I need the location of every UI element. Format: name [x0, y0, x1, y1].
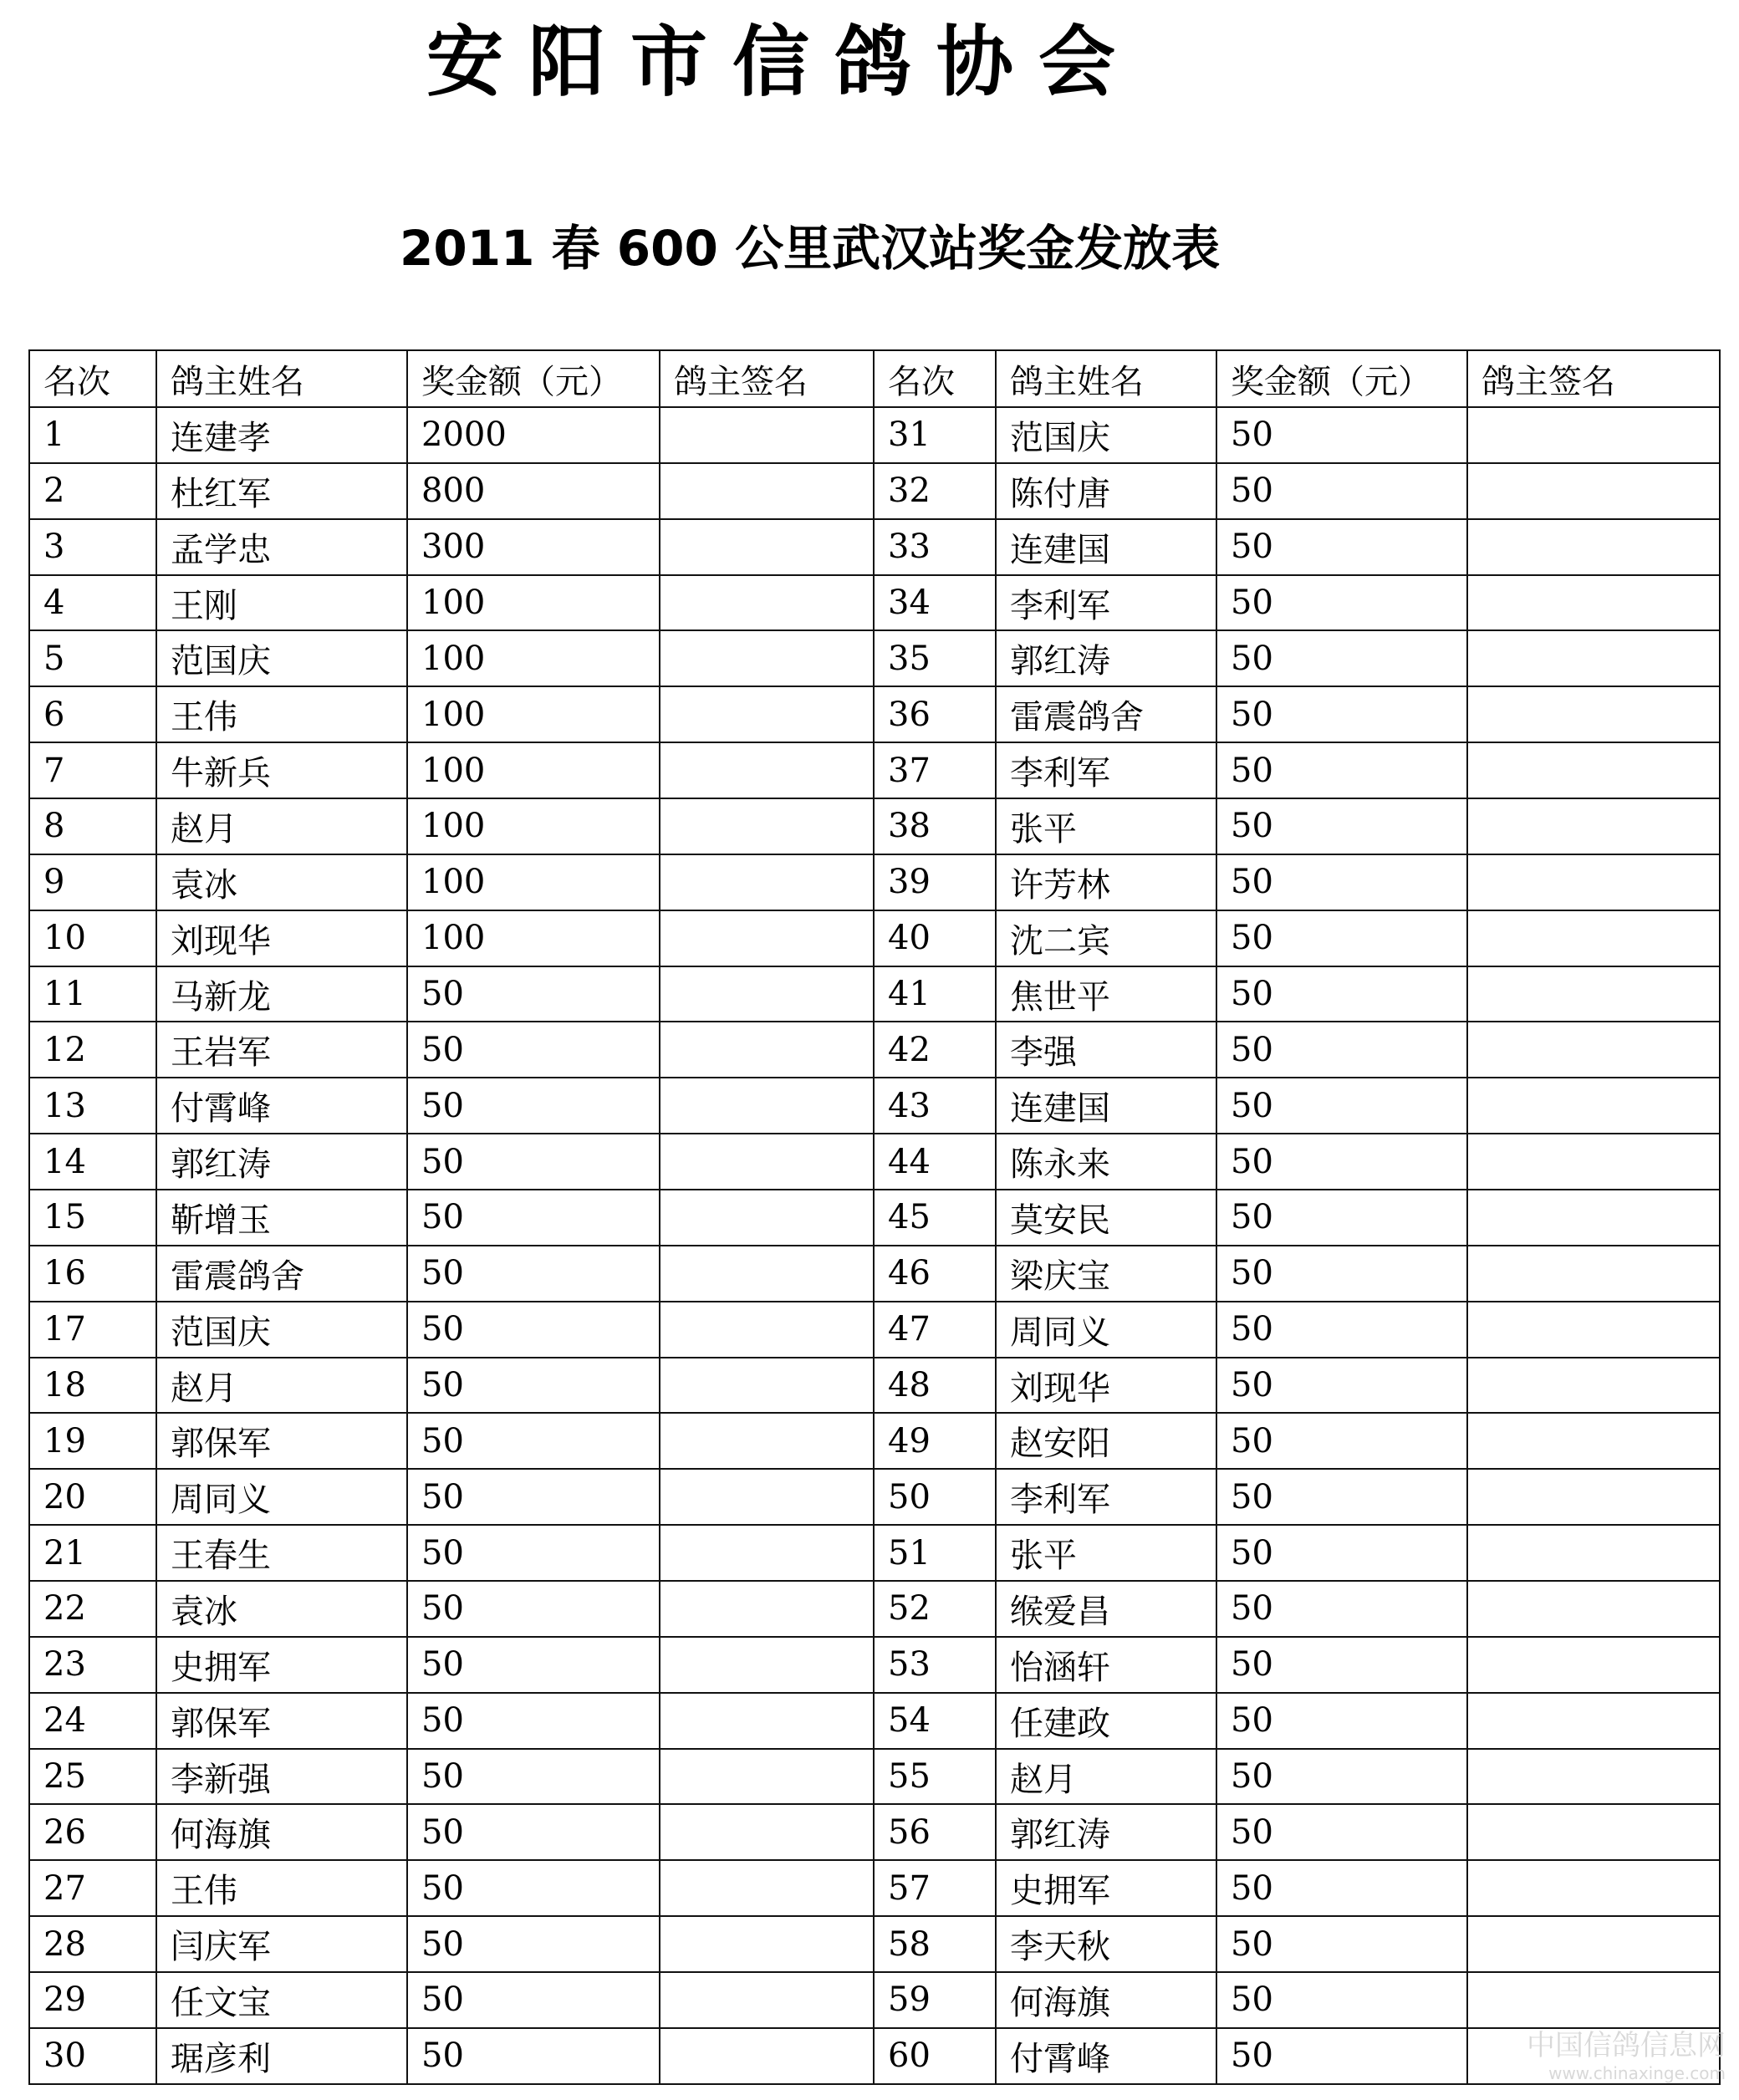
owner-name-cell: 李天秋 — [996, 1916, 1216, 1972]
owner-name-cell: 何海旗 — [996, 1972, 1216, 2028]
rank-cell: 42 — [874, 1022, 996, 1078]
prize-amount-cell: 100 — [407, 686, 660, 742]
owner-name-cell: 陈永来 — [996, 1134, 1216, 1190]
table-row — [29, 1134, 1720, 1190]
prize-amount-cell: 50 — [1216, 1916, 1467, 1972]
owner-name-cell: 范国庆 — [996, 407, 1216, 463]
owner-name-cell: 沈二宾 — [996, 910, 1216, 966]
rank-cell: 44 — [874, 1134, 996, 1190]
prize-amount-cell: 50 — [407, 1078, 660, 1134]
table-row — [29, 1693, 1720, 1749]
table-row — [29, 1078, 1720, 1134]
signature-cell — [1467, 519, 1720, 575]
rank-cell: 5 — [29, 630, 156, 686]
signature-cell — [1467, 1525, 1720, 1581]
owner-name-cell: 袁冰 — [156, 854, 407, 910]
signature-cell — [660, 798, 874, 854]
rank-cell: 37 — [874, 742, 996, 798]
signature-cell — [660, 910, 874, 966]
column-header-prize-amount: 奖金额（元） — [407, 350, 660, 407]
table-row — [29, 1302, 1720, 1358]
owner-name-cell: 焦世平 — [996, 966, 1216, 1022]
rank-cell: 14 — [29, 1134, 156, 1190]
prize-amount-cell: 50 — [407, 1860, 660, 1916]
signature-cell — [1467, 1358, 1720, 1414]
rank-cell: 13 — [29, 1078, 156, 1134]
signature-cell — [660, 1804, 874, 1860]
rank-cell: 35 — [874, 630, 996, 686]
signature-cell — [1467, 1469, 1720, 1525]
owner-name-cell: 赵月 — [156, 798, 407, 854]
prize-amount-cell: 50 — [1216, 630, 1467, 686]
prize-amount-cell: 50 — [407, 1972, 660, 2028]
signature-cell — [660, 1916, 874, 1972]
prize-amount-cell: 50 — [1216, 910, 1467, 966]
prize-amount-cell: 50 — [1216, 1469, 1467, 1525]
signature-cell — [660, 1134, 874, 1190]
owner-name-cell: 许芳林 — [996, 854, 1216, 910]
owner-name-cell: 孟学忠 — [156, 519, 407, 575]
table-row — [29, 1469, 1720, 1525]
rank-cell: 8 — [29, 798, 156, 854]
table-row — [29, 1190, 1720, 1246]
signature-cell — [660, 407, 874, 463]
owner-name-cell: 张平 — [996, 798, 1216, 854]
prize-amount-cell: 50 — [407, 1134, 660, 1190]
prize-amount-cell: 50 — [1216, 1637, 1467, 1693]
rank-cell: 52 — [874, 1581, 996, 1637]
signature-cell — [1467, 1022, 1720, 1078]
prize-amount-cell: 50 — [1216, 1581, 1467, 1637]
signature-cell — [660, 1358, 874, 1414]
rank-cell: 53 — [874, 1637, 996, 1693]
signature-cell — [1467, 1972, 1720, 2028]
signature-cell — [1467, 1916, 1720, 1972]
owner-name-cell: 连建孝 — [156, 407, 407, 463]
table-row — [29, 1749, 1720, 1805]
owner-name-cell: 付霄峰 — [156, 1078, 407, 1134]
prize-amount-cell: 50 — [1216, 1749, 1467, 1805]
signature-cell — [1467, 1246, 1720, 1302]
table-row — [29, 407, 1720, 463]
signature-cell — [1467, 686, 1720, 742]
prize-amount-cell: 2000 — [407, 407, 660, 463]
signature-cell — [660, 1022, 874, 1078]
prize-amount-cell: 50 — [1216, 1804, 1467, 1860]
prize-amount-cell: 50 — [1216, 686, 1467, 742]
prize-amount-cell: 50 — [407, 1525, 660, 1581]
rank-cell: 33 — [874, 519, 996, 575]
rank-cell: 6 — [29, 686, 156, 742]
watermark-url: www.chinaxinge.com — [1548, 2063, 1726, 2083]
owner-name-cell: 任建政 — [996, 1693, 1216, 1749]
prize-amount-cell: 50 — [407, 966, 660, 1022]
signature-cell — [1467, 1581, 1720, 1637]
owner-name-cell: 牛新兵 — [156, 742, 407, 798]
rank-cell: 26 — [29, 1804, 156, 1860]
prize-amount-cell: 100 — [407, 798, 660, 854]
prize-amount-cell: 50 — [1216, 1302, 1467, 1358]
rank-cell: 30 — [29, 2028, 156, 2084]
owner-name-cell: 刘现华 — [996, 1358, 1216, 1414]
prize-amount-cell: 50 — [407, 1637, 660, 1693]
prize-amount-cell: 50 — [1216, 463, 1467, 519]
owner-name-cell: 王刚 — [156, 575, 407, 631]
column-header-owner-name: 鸽主姓名 — [156, 350, 407, 407]
document-title: 2011 春 600 公里武汉站奖金发放表 — [400, 220, 1221, 277]
signature-cell — [660, 1413, 874, 1469]
signature-cell — [660, 686, 874, 742]
rank-cell: 32 — [874, 463, 996, 519]
rank-cell: 23 — [29, 1637, 156, 1693]
table-row — [29, 686, 1720, 742]
rank-cell: 49 — [874, 1413, 996, 1469]
signature-cell — [660, 2028, 874, 2084]
table-row — [29, 463, 1720, 519]
owner-name-cell: 莫安民 — [996, 1190, 1216, 1246]
rank-cell: 10 — [29, 910, 156, 966]
rank-cell: 1 — [29, 407, 156, 463]
owner-name-cell: 郭红涛 — [156, 1134, 407, 1190]
prize-amount-cell: 50 — [1216, 519, 1467, 575]
column-header-rank: 名次 — [29, 350, 156, 407]
rank-cell: 12 — [29, 1022, 156, 1078]
rank-cell: 24 — [29, 1693, 156, 1749]
column-header-owner-signature: 鸽主签名 — [1467, 350, 1720, 407]
rank-cell: 4 — [29, 575, 156, 631]
signature-cell — [660, 1972, 874, 2028]
owner-name-cell: 杜红军 — [156, 463, 407, 519]
prize-amount-cell: 50 — [407, 2028, 660, 2084]
table-row — [29, 910, 1720, 966]
rank-cell: 58 — [874, 1916, 996, 1972]
column-header-owner-name: 鸽主姓名 — [996, 350, 1216, 407]
prize-amount-cell: 100 — [407, 854, 660, 910]
rank-cell: 3 — [29, 519, 156, 575]
rank-cell: 36 — [874, 686, 996, 742]
owner-name-cell: 连建国 — [996, 1078, 1216, 1134]
table-row — [29, 1581, 1720, 1637]
owner-name-cell: 范国庆 — [156, 630, 407, 686]
prize-amount-cell: 50 — [407, 1022, 660, 1078]
signature-cell — [1467, 798, 1720, 854]
watermark-text: 中国信鸽信息网 — [1527, 2029, 1726, 2063]
prize-amount-cell: 50 — [407, 1804, 660, 1860]
owner-name-cell: 靳增玉 — [156, 1190, 407, 1246]
prize-amount-cell: 50 — [407, 1413, 660, 1469]
owner-name-cell: 周同义 — [996, 1302, 1216, 1358]
prize-amount-cell: 50 — [1216, 1022, 1467, 1078]
prize-amount-cell: 50 — [1216, 742, 1467, 798]
signature-cell — [660, 1525, 874, 1581]
prize-amount-cell: 50 — [407, 1246, 660, 1302]
signature-cell — [660, 1469, 874, 1525]
column-header-prize-amount: 奖金额（元） — [1216, 350, 1467, 407]
prize-amount-cell: 50 — [407, 1693, 660, 1749]
rank-cell: 19 — [29, 1413, 156, 1469]
prize-amount-cell: 50 — [407, 1581, 660, 1637]
owner-name-cell: 梁庆宝 — [996, 1246, 1216, 1302]
rank-cell: 25 — [29, 1749, 156, 1805]
prize-amount-cell: 50 — [1216, 798, 1467, 854]
signature-cell — [660, 1860, 874, 1916]
rank-cell: 39 — [874, 854, 996, 910]
owner-name-cell: 付霄峰 — [996, 2028, 1216, 2084]
table-row — [29, 1637, 1720, 1693]
owner-name-cell: 何海旗 — [156, 1804, 407, 1860]
rank-cell: 40 — [874, 910, 996, 966]
prize-amount-cell: 800 — [407, 463, 660, 519]
signature-cell — [1467, 742, 1720, 798]
owner-name-cell: 张平 — [996, 1525, 1216, 1581]
table-row — [29, 1972, 1720, 2028]
owner-name-cell: 赵月 — [996, 1749, 1216, 1805]
rank-cell: 21 — [29, 1525, 156, 1581]
owner-name-cell: 范国庆 — [156, 1302, 407, 1358]
rank-cell: 16 — [29, 1246, 156, 1302]
signature-cell — [1467, 966, 1720, 1022]
table-row — [29, 742, 1720, 798]
owner-name-cell: 任文宝 — [156, 1972, 407, 2028]
signature-cell — [660, 1693, 874, 1749]
owner-name-cell: 李利军 — [996, 742, 1216, 798]
owner-name-cell: 雷震鸽舍 — [996, 686, 1216, 742]
owner-name-cell: 李新强 — [156, 1749, 407, 1805]
owner-name-cell: 李强 — [996, 1022, 1216, 1078]
prize-amount-cell: 100 — [407, 630, 660, 686]
prize-amount-cell: 100 — [407, 742, 660, 798]
owner-name-cell: 王岩军 — [156, 1022, 407, 1078]
rank-cell: 51 — [874, 1525, 996, 1581]
table-row — [29, 1022, 1720, 1078]
prize-amount-cell: 50 — [1216, 1413, 1467, 1469]
signature-cell — [1467, 1860, 1720, 1916]
signature-cell — [660, 1246, 874, 1302]
signature-cell — [660, 1302, 874, 1358]
prize-amount-cell: 50 — [1216, 1078, 1467, 1134]
org-title: 安阳市信鸽协会 — [426, 17, 1141, 107]
signature-cell — [1467, 1302, 1720, 1358]
prize-amount-cell: 50 — [407, 1749, 660, 1805]
rank-cell: 18 — [29, 1358, 156, 1414]
prize-amount-cell: 50 — [407, 1190, 660, 1246]
rank-cell: 43 — [874, 1078, 996, 1134]
prize-amount-cell: 50 — [407, 1302, 660, 1358]
rank-cell: 28 — [29, 1916, 156, 1972]
prize-amount-cell: 50 — [1216, 1246, 1467, 1302]
column-header-rank: 名次 — [874, 350, 996, 407]
prize-amount-cell: 50 — [1216, 966, 1467, 1022]
prize-amount-cell: 50 — [1216, 1525, 1467, 1581]
signature-cell — [660, 575, 874, 631]
rank-cell: 22 — [29, 1581, 156, 1637]
rank-cell: 15 — [29, 1190, 156, 1246]
signature-cell — [660, 1637, 874, 1693]
rank-cell: 55 — [874, 1749, 996, 1805]
signature-cell — [1467, 1693, 1720, 1749]
signature-cell — [660, 1190, 874, 1246]
owner-name-cell: 史拥军 — [996, 1860, 1216, 1916]
owner-name-cell: 郭保军 — [156, 1693, 407, 1749]
owner-name-cell: 连建国 — [996, 519, 1216, 575]
table-row — [29, 1413, 1720, 1469]
signature-cell — [1467, 407, 1720, 463]
rank-cell: 29 — [29, 1972, 156, 2028]
owner-name-cell: 刘现华 — [156, 910, 407, 966]
table-row — [29, 630, 1720, 686]
prize-amount-cell: 50 — [1216, 575, 1467, 631]
rank-cell: 34 — [874, 575, 996, 631]
signature-cell — [1467, 1749, 1720, 1805]
owner-name-cell: 琚彦利 — [156, 2028, 407, 2084]
prize-amount-cell: 50 — [1216, 1190, 1467, 1246]
owner-name-cell: 郭红涛 — [996, 1804, 1216, 1860]
prize-amount-cell: 100 — [407, 910, 660, 966]
rank-cell: 7 — [29, 742, 156, 798]
table-row — [29, 966, 1720, 1022]
signature-cell — [660, 1581, 874, 1637]
rank-cell: 17 — [29, 1302, 156, 1358]
owner-name-cell: 史拥军 — [156, 1637, 407, 1693]
prize-amount-cell: 50 — [1216, 2028, 1467, 2084]
rank-cell: 60 — [874, 2028, 996, 2084]
signature-cell — [1467, 854, 1720, 910]
prize-amount-cell: 50 — [1216, 407, 1467, 463]
table-row — [29, 1525, 1720, 1581]
owner-name-cell: 王春生 — [156, 1525, 407, 1581]
rank-cell: 31 — [874, 407, 996, 463]
signature-cell — [660, 1078, 874, 1134]
prize-amount-cell: 50 — [1216, 1860, 1467, 1916]
signature-cell — [660, 966, 874, 1022]
rank-cell: 41 — [874, 966, 996, 1022]
rank-cell: 9 — [29, 854, 156, 910]
signature-cell — [1467, 1078, 1720, 1134]
rank-cell: 2 — [29, 463, 156, 519]
rank-cell: 54 — [874, 1693, 996, 1749]
table-row — [29, 1358, 1720, 1414]
prize-amount-cell: 50 — [1216, 1358, 1467, 1414]
rank-cell: 56 — [874, 1804, 996, 1860]
owner-name-cell: 郭红涛 — [996, 630, 1216, 686]
owner-name-cell: 郭保军 — [156, 1413, 407, 1469]
owner-name-cell: 雷震鸽舍 — [156, 1246, 407, 1302]
signature-cell — [660, 463, 874, 519]
owner-name-cell: 赵安阳 — [996, 1413, 1216, 1469]
prize-amount-cell: 50 — [407, 1916, 660, 1972]
owner-name-cell: 赵月 — [156, 1358, 407, 1414]
signature-cell — [660, 630, 874, 686]
rank-cell: 50 — [874, 1469, 996, 1525]
table-body — [29, 407, 1720, 2084]
prize-amount-cell: 50 — [1216, 1972, 1467, 2028]
owner-name-cell: 陈付唐 — [996, 463, 1216, 519]
prize-amount-cell: 50 — [1216, 854, 1467, 910]
table-row — [29, 854, 1720, 910]
signature-cell — [1467, 630, 1720, 686]
owner-name-cell: 王伟 — [156, 1860, 407, 1916]
table-row — [29, 1804, 1720, 1860]
signature-cell — [1467, 463, 1720, 519]
rank-cell: 57 — [874, 1860, 996, 1916]
signature-cell — [660, 742, 874, 798]
rank-cell: 46 — [874, 1246, 996, 1302]
table-row — [29, 1860, 1720, 1916]
table-row — [29, 519, 1720, 575]
rank-cell: 47 — [874, 1302, 996, 1358]
prize-payout-table — [28, 349, 1721, 2085]
signature-cell — [660, 1749, 874, 1805]
signature-cell — [660, 854, 874, 910]
signature-cell — [1467, 910, 1720, 966]
prize-amount-cell: 50 — [407, 1358, 660, 1414]
table-row — [29, 1916, 1720, 1972]
owner-name-cell: 马新龙 — [156, 966, 407, 1022]
prize-amount-cell: 100 — [407, 575, 660, 631]
watermark — [1527, 2029, 1726, 2083]
signature-cell — [1467, 1134, 1720, 1190]
owner-name-cell: 王伟 — [156, 686, 407, 742]
owner-name-cell: 缑爱昌 — [996, 1581, 1216, 1637]
signature-cell — [1467, 1413, 1720, 1469]
signature-cell — [1467, 1804, 1720, 1860]
signature-cell — [1467, 1637, 1720, 1693]
rank-cell: 48 — [874, 1358, 996, 1414]
prize-amount-cell: 50 — [407, 1469, 660, 1525]
owner-name-cell: 袁冰 — [156, 1581, 407, 1637]
table-row — [29, 2028, 1720, 2084]
rank-cell: 59 — [874, 1972, 996, 2028]
prize-amount-cell: 50 — [1216, 1134, 1467, 1190]
signature-cell — [1467, 1190, 1720, 1246]
owner-name-cell: 李利军 — [996, 575, 1216, 631]
prize-amount-cell: 300 — [407, 519, 660, 575]
signature-cell — [1467, 575, 1720, 631]
rank-cell: 11 — [29, 966, 156, 1022]
signature-cell — [660, 519, 874, 575]
rank-cell: 27 — [29, 1860, 156, 1916]
rank-cell: 45 — [874, 1190, 996, 1246]
owner-name-cell: 怡涵轩 — [996, 1637, 1216, 1693]
rank-cell: 38 — [874, 798, 996, 854]
rank-cell: 20 — [29, 1469, 156, 1525]
table-row — [29, 1246, 1720, 1302]
prize-amount-cell: 50 — [1216, 1693, 1467, 1749]
owner-name-cell: 李利军 — [996, 1469, 1216, 1525]
owner-name-cell: 周同义 — [156, 1469, 407, 1525]
table-header-row — [29, 350, 1720, 407]
owner-name-cell: 闫庆军 — [156, 1916, 407, 1972]
table-row — [29, 798, 1720, 854]
column-header-owner-signature: 鸽主签名 — [660, 350, 874, 407]
table-row — [29, 575, 1720, 631]
